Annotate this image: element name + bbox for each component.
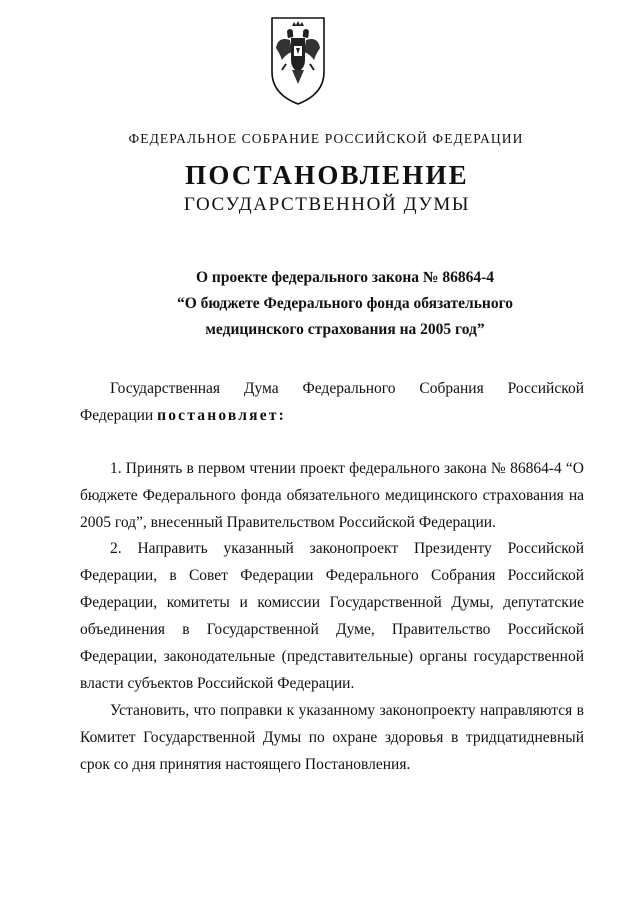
- preamble-text: Федерации: [80, 407, 158, 424]
- paragraph-1-line-1: 1. Принять в первом чтении проект федерального закона № 86864-4 “О: [110, 460, 584, 477]
- paragraph-2-line-5: Федерации, законодательные (представительные) органы государственной: [80, 648, 584, 665]
- subject-line-1: О проекте федерального закона № 86864-4: [195, 269, 494, 286]
- subject-line-2: “О бюджете Федерального фонда обязательного: [177, 295, 513, 312]
- paragraph-2: [80, 535, 584, 697]
- paragraph-2-line-6: власти субъектов Российской Федерации.: [80, 675, 355, 692]
- subject-line-3: медицинского страхования на 2005 год”: [205, 321, 485, 338]
- preamble: [80, 375, 584, 429]
- paragraph-1-line-2: бюджете Федерального фонда обязательного медицинского страхования на: [80, 487, 584, 504]
- paragraph-2-line-3: Федерации, комитеты и комиссии Государственной Думы, депутатские: [80, 594, 584, 611]
- russian-coat-of-arms-icon: [268, 14, 328, 106]
- paragraph-2-line-4: объединения в Государственной Думе, Правительство Российской: [80, 621, 584, 638]
- paragraph-3-line-3: срок со дня принятия настоящего Постановления.: [80, 756, 411, 773]
- paragraph-3: [80, 697, 584, 778]
- paragraph-2-line-2: Федерации, в Совет Федерации Федерального Собрания Российской: [80, 567, 584, 584]
- document-issuer: ГОСУДАРСТВЕННОЙ ДУМЫ: [183, 194, 471, 215]
- preamble-line-1: Государственная Дума Федерального Собрания Российской: [110, 380, 584, 397]
- assembly-title: ФЕДЕРАЛЬНОЕ СОБРАНИЕ РОССИЙСКОЙ ФЕДЕРАЦИИ: [128, 131, 524, 146]
- paragraph-2-line-1: 2. Направить указанный законопроект Президенту Российской: [110, 540, 584, 557]
- paragraph-1-line-3: 2005 год”, внесенный Правительством Российской Федерации.: [80, 514, 496, 531]
- paragraph-3-line-2: Комитет Государственной Думы по охране здоровья в тридцатидневный: [80, 729, 584, 746]
- document-type: ПОСТАНОВЛЕНИЕ: [185, 160, 469, 190]
- preamble-line-2: [80, 402, 584, 429]
- paragraph-1: [80, 455, 584, 536]
- paragraph-3-line-1: Установить, что поправки к указанному законопроекту направляются в: [110, 702, 584, 719]
- preamble-emphasis: постановляет:: [157, 407, 286, 424]
